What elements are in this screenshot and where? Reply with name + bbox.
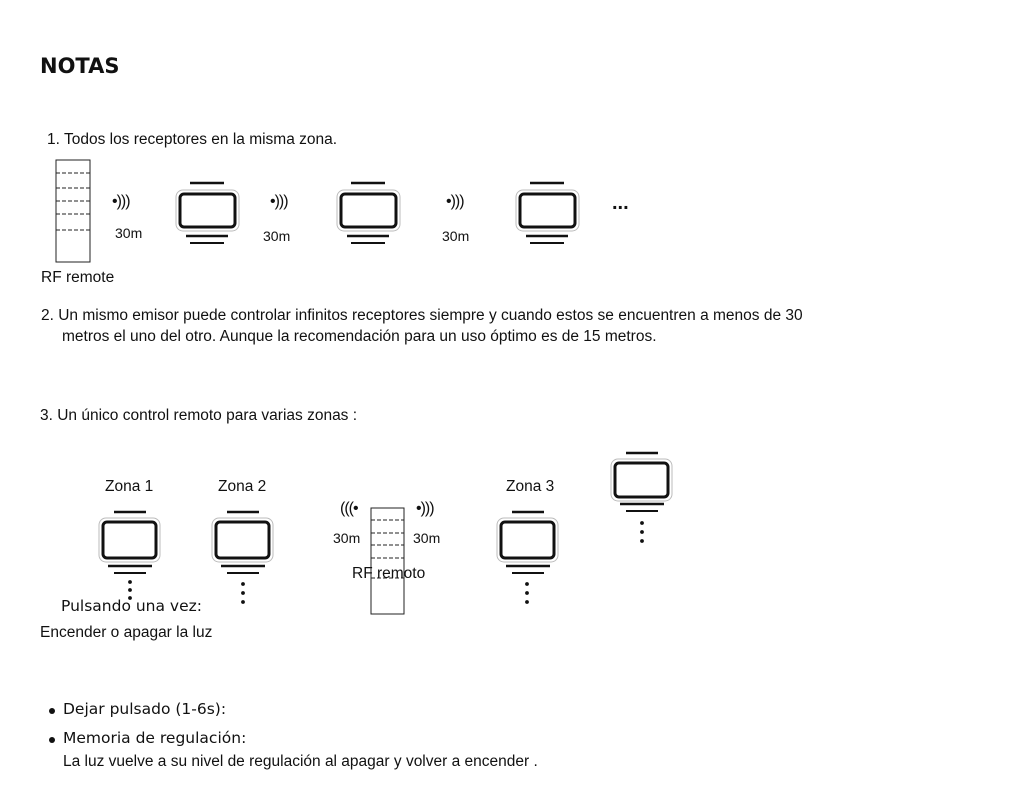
bullet-icon bbox=[49, 737, 55, 743]
section3-heading: 3. Un único control remoto para varias zonas : bbox=[40, 407, 358, 424]
press-once-label: Pulsando una vez: bbox=[61, 597, 202, 615]
receiver-icon bbox=[611, 453, 672, 542]
ellipsis: ... bbox=[612, 192, 629, 214]
remote-label: RF remoto bbox=[352, 565, 426, 582]
receiver-icon bbox=[176, 183, 239, 243]
page-title: NOTAS bbox=[40, 54, 120, 78]
distance-label: 30m bbox=[442, 228, 470, 244]
receiver-icon bbox=[497, 512, 558, 603]
distance-label: 30m bbox=[115, 225, 143, 241]
wifi-wave-icon: •))) bbox=[112, 193, 130, 210]
zone-label: Zona 2 bbox=[218, 478, 267, 495]
remote-icon bbox=[371, 508, 404, 614]
remote-label: RF remote bbox=[41, 269, 115, 286]
receiver-icon bbox=[212, 512, 273, 603]
wifi-wave-icon: •))) bbox=[416, 500, 434, 517]
section2-line1: 2. Un mismo emisor puede controlar infinitos receptores siempre y cuando estos se encuentren a menos de 30 bbox=[41, 307, 803, 324]
zone-label: Zona 3 bbox=[506, 478, 555, 495]
receiver-icon bbox=[516, 183, 579, 243]
receiver-icon bbox=[337, 183, 400, 243]
press-once-desc: Encender o apagar la luz bbox=[40, 624, 213, 641]
receiver-icon bbox=[99, 512, 160, 599]
bullet-hold: Dejar pulsado (1-6s): bbox=[63, 700, 227, 718]
wifi-wave-icon: •))) bbox=[270, 193, 288, 210]
bullet-memory: Memoria de regulación: bbox=[63, 729, 247, 747]
wifi-wave-icon: (((• bbox=[340, 500, 358, 517]
wifi-wave-icon: •))) bbox=[446, 193, 464, 210]
remote-icon bbox=[56, 160, 90, 262]
distance-label: 30m bbox=[413, 530, 441, 546]
zone-label: Zona 1 bbox=[105, 478, 154, 495]
distance-label: 30m bbox=[333, 530, 361, 546]
section1-heading: 1. Todos los receptores en la misma zona. bbox=[47, 131, 338, 148]
distance-label: 30m bbox=[263, 228, 291, 244]
bullet-memory-desc: La luz vuelve a su nivel de regulación al apagar y volver a encender . bbox=[63, 753, 538, 770]
bullet-icon bbox=[49, 708, 55, 714]
section2-line2: metros el uno del otro. Aunque la recomendación para un uso óptimo es de 15 metros. bbox=[62, 328, 657, 345]
